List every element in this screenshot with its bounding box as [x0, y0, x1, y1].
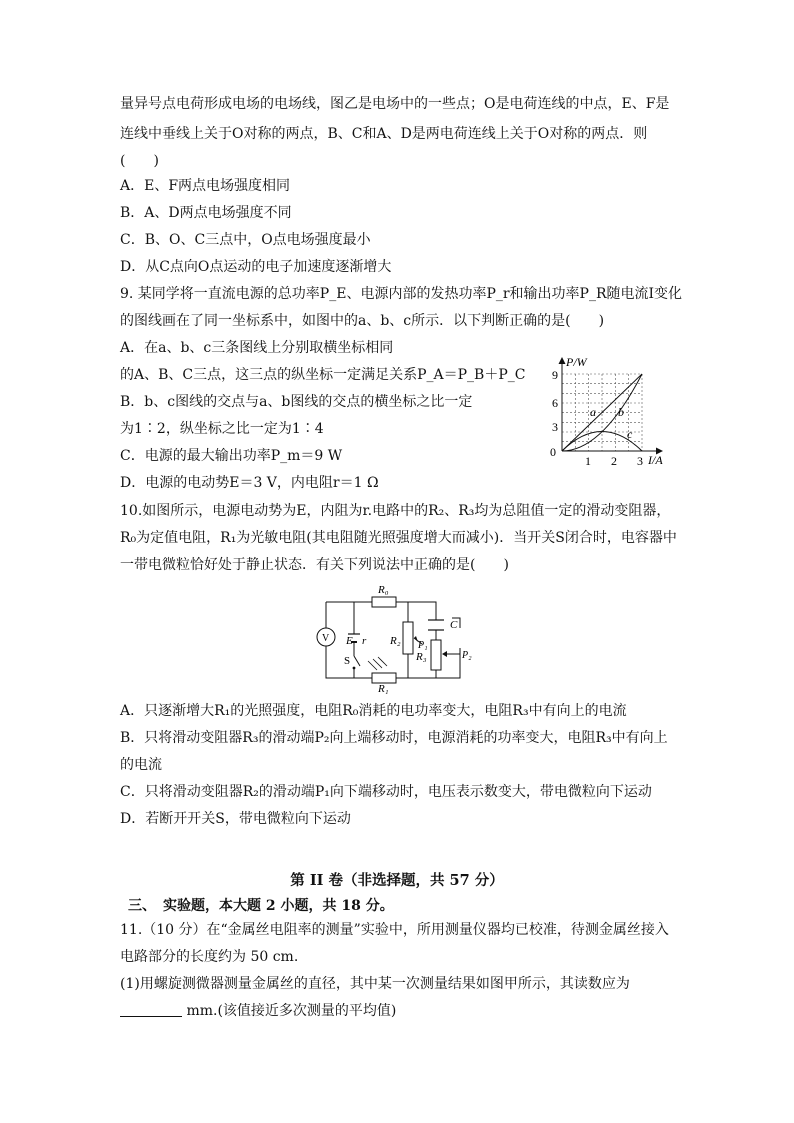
q8-option-c: C．B、O、C三点中，O点电场强度最小 — [120, 232, 371, 248]
answer-blank[interactable] — [120, 1002, 182, 1017]
q8-stem-line1: 量异号点电荷形成电场的电场线，图乙是电场中的一些点；O是电荷连线的中点，E、F是 — [120, 96, 670, 112]
q10-option-d: D．若断开开关S，带电微粒向下运动 — [120, 811, 351, 827]
q9-option-a-line1: A．在a、b、c三条图线上分别取横坐标相同 — [120, 340, 394, 356]
curve-label-a: a — [590, 405, 596, 419]
y-tick: 9 — [552, 368, 558, 382]
q10-stem-line3: 一带电微粒恰好处于静止状态．有关下列说法中正确的是( ) — [120, 557, 509, 573]
rheostat-r2 — [403, 622, 413, 654]
q10-option-b-line1: B．只将滑动变阻器R₃的滑动端P₂向上端移动时，电源消耗的功率变大，电阻R₃中有向上 — [120, 730, 668, 746]
q10-option-b-line2: 的电流 — [120, 757, 162, 773]
q8-option-d: D．从C点向O点运动的电子加速度逐渐增大 — [120, 259, 392, 275]
q10-option-a: A．只逐渐增大R₁的光照强度，电阻R₀消耗的电功率变大，电阻R₃中有向上的电流 — [120, 703, 627, 719]
q11-part1-line1: (1)用螺旋测微器测量金属丝的直径，其中某一次测量结果如图甲所示，其读数应为 — [120, 976, 630, 992]
circuit-diagram — [310, 582, 488, 694]
q10-stem-line2: R₀为定值电阻，R₁为光敏电阻(其电阻随光照强度增大而减小)．当开关S闭合时，电容器中 — [120, 530, 677, 546]
curve-label-c: c — [627, 427, 633, 441]
p2-label: P₂ — [462, 650, 472, 661]
power-current-graph — [530, 352, 680, 470]
x-tick: 3 — [637, 454, 643, 468]
x-axis-label: I/A — [648, 453, 663, 467]
voltmeter-label: V — [322, 633, 330, 644]
p1-label: P₁ — [418, 640, 428, 651]
r0-label: R₀ — [378, 584, 389, 596]
q8-option-a: A．E、F两点电场强度相同 — [120, 178, 291, 194]
q8-stem-line2: 连线中垂线上关于O对称的两点，B、C和A、D是两电荷连线上关于O对称的两点．则 — [120, 126, 648, 142]
r1-label: R₁ — [378, 683, 389, 694]
q9-option-b-line2: 为1∶2，纵坐标之比一定为1∶4 — [120, 421, 324, 437]
switch-icon — [354, 656, 360, 666]
q8-stem-line3: ( ) — [120, 153, 159, 169]
q11-part1-tail: mm.(该值接近多次测量的平均值) — [186, 1003, 397, 1019]
r3-label: R₃ — [416, 651, 427, 663]
q9-stem-line2: 的图线画在了同一坐标系中，如图中的a、b、c所示．以下判断正确的是( ) — [120, 313, 605, 329]
q11-stem-line2: 电路部分的长度约为 50 cm. — [120, 949, 299, 965]
q8-option-b: B．A、D两点电场强度不同 — [120, 205, 292, 221]
resistor-r1 — [372, 673, 396, 683]
origin-label: 0 — [550, 445, 556, 459]
q9-option-a-line2: 的A、B、C三点，这三点的纵坐标一定满足关系P_A＝P_B＋P_C — [120, 367, 526, 383]
q9-option-c: C．电源的最大输出功率P_m＝9 W — [120, 448, 343, 464]
resistor-r0 — [372, 597, 396, 607]
x-tick: 1 — [585, 454, 591, 468]
y-tick: 3 — [552, 420, 558, 434]
y-tick: 6 — [552, 396, 558, 410]
section-heading: 三、 实验题，本大题 2 小题，共 18 分。 — [128, 898, 394, 914]
q11-part1-line2 — [120, 1001, 396, 1021]
x-tick: 2 — [611, 454, 617, 468]
q9-stem-line1: 9. 某同学将一直流电源的总功率P_E、电源内部的发热功率P_r和输出功率P_R随电流I变化 — [120, 286, 683, 302]
q10-stem-line1: 10.如图所示，电源电动势为E，内阻为r.电路中的R₂、R₃均为总阻值一定的滑动变阻器， — [120, 503, 671, 519]
q9-option-b-line1: B．b、c图线的交点与a、b图线的交点的横坐标之比一定 — [120, 394, 473, 410]
internal-resistance-label: r — [362, 635, 367, 647]
capacitor-label: C — [450, 619, 458, 631]
q10-option-c: C．只将滑动变阻器R₂的滑动端P₁向下端移动时，电压表示数变大，带电微粒向下运动 — [120, 784, 652, 800]
r2-label: R₂ — [390, 635, 401, 647]
q9-option-d: D．电源的电动势E＝3 V，内电阻r＝1 Ω — [120, 475, 379, 491]
q11-stem-line1: 11.（10 分）在“金属丝电阻率的测量”实验中，所用测量仪器均已校准，待测金属丝接入 — [120, 922, 669, 938]
switch-label: S — [344, 655, 351, 667]
rheostat-r3 — [431, 640, 441, 670]
emf-label: E — [346, 635, 353, 647]
y-axis-label: P/W — [566, 355, 587, 369]
curve-label-b: b — [618, 405, 624, 419]
part2-title: 第 II 卷（非选择题，共 57 分） — [290, 872, 504, 889]
